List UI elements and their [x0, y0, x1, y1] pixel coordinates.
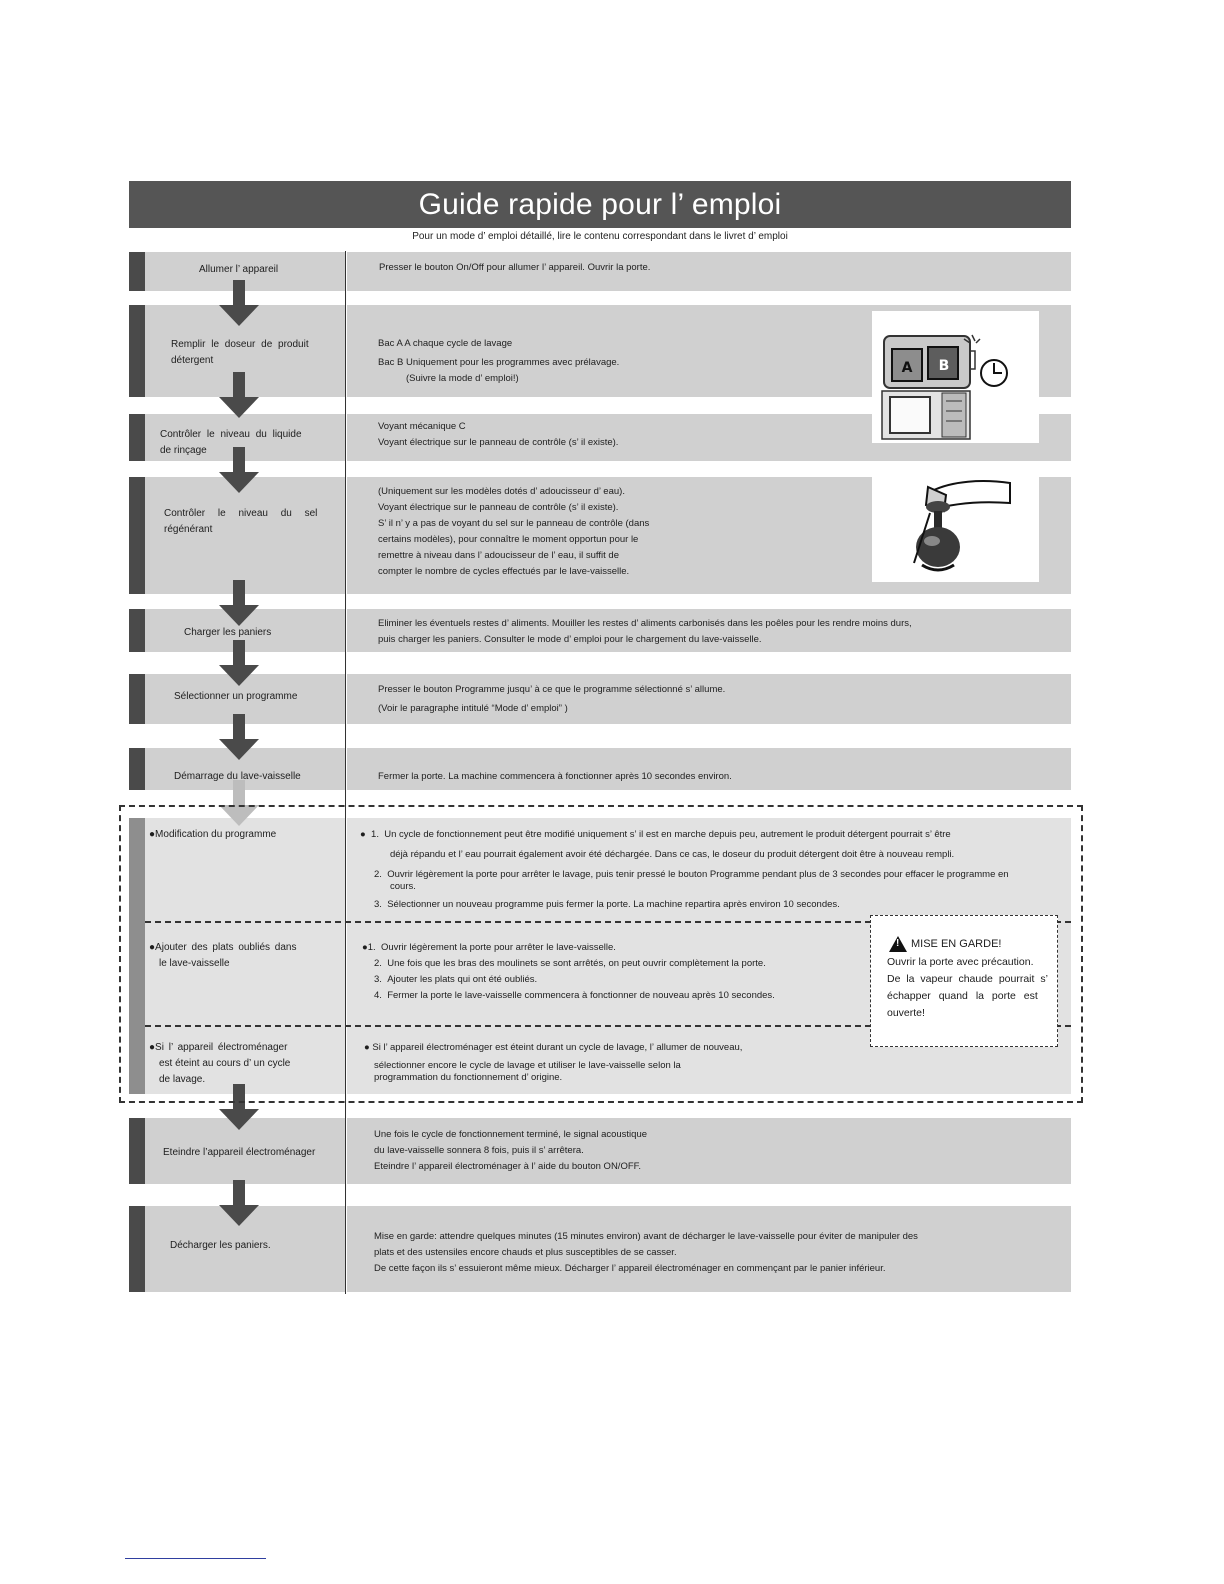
salt-refill-illustration: [872, 477, 1039, 582]
step-text-4: (Uniquement sur les modèles dotés d’ adoucisseur d’ eau). Voyant électrique sur le panneau de contrôle (s’ il existe). S’ il n’ y a pas de voyant du sel sur le panneau de contrôle (dans certains modèles), pour connaître le moment opportun pour le remettre à niveau dans l’ adoucisseur de l’ eau, il suffit de compter le nombre de cycles effectués par le lave-vaisselle.: [378, 486, 650, 577]
special-label-2: ●Ajouter des plats oubliés dans le lave-vaisselle: [149, 942, 297, 969]
column-divider: [345, 251, 346, 1294]
flow-arrow: [219, 580, 259, 628]
flow-arrow: [219, 640, 259, 688]
bullet-icon: ●: [149, 1042, 156, 1053]
warning-triangle-icon: [889, 936, 907, 952]
step-label-6: Sélectionner un programme: [174, 691, 298, 702]
bullet-icon: ●: [149, 942, 156, 953]
warning-box: [870, 915, 1058, 1047]
special-text-2: ●1. Ouvrir légèrement la porte pour arrêter le lave-vaisselle. 2. Une fois que les bras des moulinets se sont arrêtés, on peut ouvrir complètement la porte. 3. Ajouter les plats qui ont été oubliés. 4. Fermer la porte le lave-vaisselle commencera à fonctionner de nouveau après 10 secondes.: [362, 942, 775, 1001]
step-text-6: Presser le bouton Programme jusqu’ à ce que le programme sélectionné s’ allume. (Voir le paragraphe intitulé “Mode d’ emploi” ): [378, 684, 726, 714]
special-label-3: ●Si l’ appareil électroménager est éteint au cours d’ un cycle de lavage.: [149, 1042, 291, 1085]
footnote-separator: [125, 1558, 266, 1559]
step-label-7: Démarrage du lave-vaisselle: [174, 771, 301, 782]
special-text-3: ● Si l’ appareil électroménager est éteint durant un cycle de lavage, l’ allumer de nouveau, sélectionner encore le cycle de lavage et utiliser le lave-vaisselle selon la programmation du fonctionnement d’ origine.: [364, 1042, 743, 1083]
step-text-2: Bac A A chaque cycle de lavage Bac B Uniquement pour les programmes avec prélavage. (Suivre la mode d’ emploi!): [378, 338, 620, 384]
step-label-2: Remplir le doseur de produit détergent: [171, 339, 309, 366]
compartment-b-label: B: [938, 358, 950, 374]
bullet-icon: ●: [149, 829, 156, 840]
warning-text: Ouvrir la porte avec précaution. De la vapeur chaude pourrait s’ échapper quand la porte est ouverte!: [887, 956, 1048, 1019]
step-label-1: Allumer l’ appareil: [199, 264, 279, 275]
page-title: Guide rapide pour l’ emploi: [129, 181, 1071, 228]
page-subtitle: Pour un mode d’ emploi détaillé, lire le contenu correspondant dans le livret d’ emploi: [412, 231, 788, 242]
step-label-9: Décharger les paniers.: [170, 1240, 271, 1251]
step-label-5: Charger les paniers: [184, 627, 272, 638]
compartment-a-label: A: [901, 360, 913, 376]
flow-arrow: [219, 280, 259, 328]
step-text-7: Fermer la porte. La machine commencera à fonctionner après 10 secondes environ.: [378, 771, 732, 782]
step-label-8: Eteindre l’appareil électroménager: [163, 1147, 316, 1158]
special-label-1: ●Modification du programme: [149, 829, 277, 840]
special-text-1: ● 1. Un cycle de fonctionnement peut être modifié uniquement s’ il est en marche depuis peu, autrement le produit détergent pourrait s’ être déjà répandu et l’ eau pourrait également avoir été déchargée. Dans ce cas, le doseur du produit détergent doit être à nouveau rempli. 2. Ouvrir légèrement la porte pour arrêter le lavage, puis tenir pressé le bouton Programme pendant plus de 3 secondes pour effacer le programme en cours. 3. Sélectionner un nouveau programme puis fermer la porte. La machine repartira après environ 10 secondes.: [360, 829, 1009, 910]
warning-title: ! MISE EN GARDE!: [889, 936, 1001, 952]
step-label-3: Contrôler le niveau du liquide de rinçage: [160, 429, 302, 456]
step-text-8: Une fois le cycle de fonctionnement terminé, le signal acoustique du lave-vaisselle sonnera 8 fois, puis il s’ arrêtera. Eteindre l’ appareil électroménager à l’ aide du bouton ON/OFF.: [374, 1129, 648, 1172]
detergent-dispenser-illustration: [872, 311, 1039, 443]
step-text-5: Eliminer les éventuels restes d’ aliments. Mouiller les restes d’ aliments carbonisés dans les poêles pour les rendre moins durs, puis charger les paniers. Consulter le mode d’ emploi pour le chargement du lave-vaisselle.: [378, 618, 912, 645]
step-label-4: Contrôler le niveau du sel régénérant: [164, 508, 318, 535]
flow-arrow: [219, 372, 259, 420]
flow-arrow: [219, 714, 259, 762]
step-text-9: Mise en garde: attendre quelques minutes (15 minutes environ) avant de décharger le lave-vaisselle pour éviter de manipuler des plats et des ustensiles encore chauds et plus susceptibles de se casser. De cette façon ils s’ essuieront même mieux. Décharger l’ appareil électroménager en commençant par le panier inférieur.: [374, 1231, 918, 1274]
step-text-1: Presser le bouton On/Off pour allumer l’ appareil. Ouvrir la porte.: [379, 262, 651, 273]
flow-arrow: [219, 1180, 259, 1228]
step-text-3: Voyant mécanique C Voyant électrique sur le panneau de contrôle (s’ il existe).: [378, 421, 619, 448]
